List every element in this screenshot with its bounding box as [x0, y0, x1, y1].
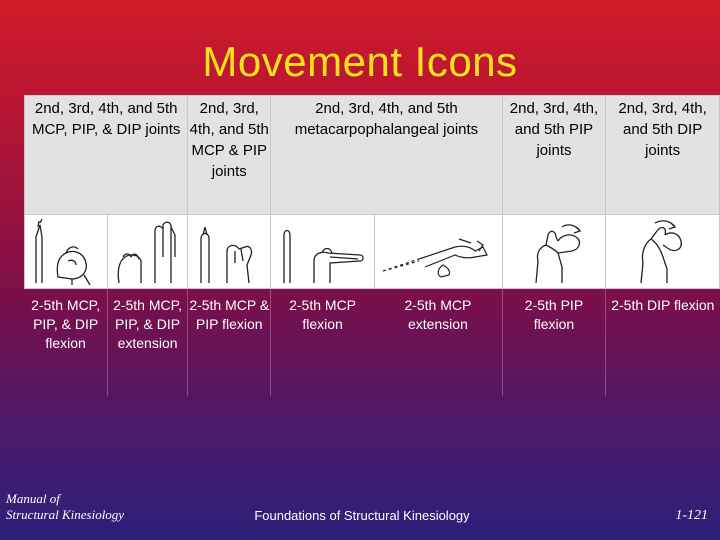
label-pip-flexion: 2-5th PIP flexion	[502, 289, 605, 397]
footer-chapter: Foundations of Structural Kinesiology	[254, 508, 470, 523]
hand-pip-flexion-icon	[506, 217, 602, 287]
hand-mcp-flexion-cell	[271, 215, 374, 289]
label-row	[25, 289, 720, 397]
hand-mcp-extension-icon	[379, 217, 497, 287]
hand-dip-flexion-cell	[606, 215, 720, 289]
header-mcp-pip: 2nd, 3rd, 4th, and 5th MCP & PIP joints	[188, 96, 271, 215]
hand-dip-flexion-icon	[611, 217, 715, 287]
hand-flexion-icon	[28, 217, 104, 287]
label-flexion: 2-5th MCP, PIP, & DIP flexion	[25, 289, 108, 397]
hand-pip-flexion-cell	[502, 215, 605, 289]
footer-book-line1: Manual of	[6, 491, 60, 506]
slide-number: 1-121	[675, 508, 708, 523]
hand-mcp-pip-cell	[188, 215, 271, 289]
label-dip-flexion: 2-5th DIP flexion	[606, 289, 720, 397]
movement-icons-table	[24, 95, 720, 396]
icon-row	[25, 215, 720, 289]
hand-extension-cell	[107, 215, 188, 289]
label-mcp-flexion: 2-5th MCP flexion	[271, 289, 374, 397]
header-mcp: 2nd, 3rd, 4th, and 5th metacarpophalangeal joints	[271, 96, 503, 215]
hand-flexion-cell	[25, 215, 108, 289]
hand-mcp-pip-flexion-icon	[191, 217, 267, 287]
header-row	[25, 96, 720, 215]
hand-mcp-flexion-icon	[274, 217, 370, 287]
label-mcp-extension: 2-5th MCP extension	[374, 289, 502, 397]
footer-book-line2: Structural Kinesiology	[6, 507, 125, 522]
header-pip: 2nd, 3rd, 4th, and 5th PIP joints	[502, 96, 605, 215]
hand-mcp-extension-cell	[374, 215, 502, 289]
header-dip: 2nd, 3rd, 4th, and 5th DIP joints	[606, 96, 720, 215]
label-extension: 2-5th MCP, PIP, & DIP extension	[107, 289, 188, 397]
hand-extension-icon	[111, 217, 185, 287]
header-mcp-pip-dip: 2nd, 3rd, 4th, and 5th MCP, PIP, & DIP joints	[25, 96, 188, 215]
label-mcp-pip-flexion: 2-5th MCP & PIP flexion	[188, 289, 271, 397]
slide-title: Movement Icons	[202, 38, 518, 85]
